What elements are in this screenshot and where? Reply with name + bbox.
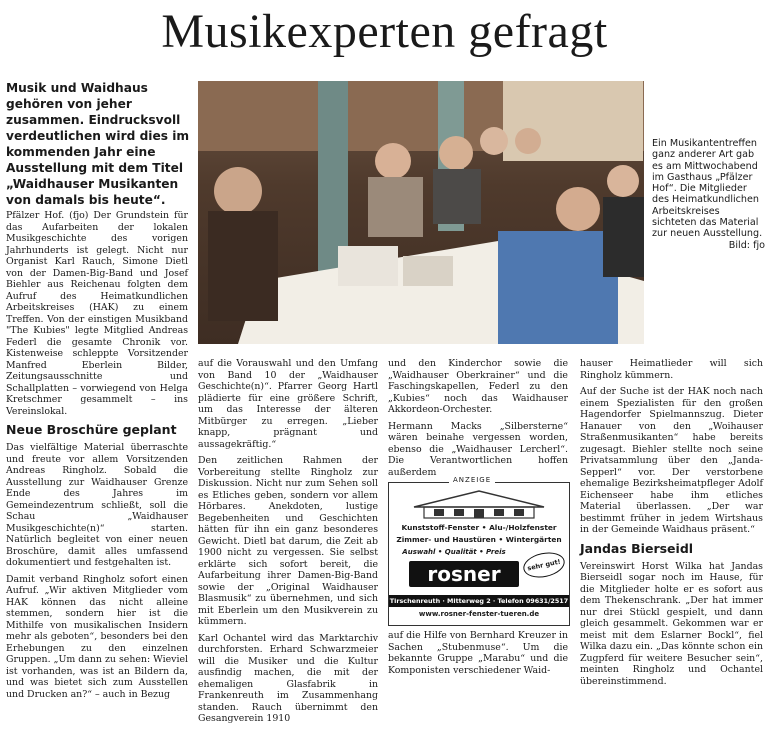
column-1: [6, 210, 188, 705]
column-4-paragraph-2: Auf der Suche ist der HAK noch nach einem Spezialisten für den großen Hagendorfer Spielmannszug. Dieter Hanauer von den „Woihauser Straßenmusikanten“ habe bereits zugesagt. Biehler stellte noch seine Privatsammlung über den „Janda-Sepperl“ vor. Der verstorbene ehemalige Bezirksheimatpfleger Adolf Eichenseer habe ihm etliches Material überlassen. „Der war bestimmt früher in jedem Wirtshaus in der Gemeinde Waidhaus präsent.“: [580, 386, 763, 535]
article-photo: [198, 81, 644, 344]
advertisement[interactable]: [388, 476, 570, 626]
photo-credit: Bild: fjo: [728, 239, 765, 251]
column-2-paragraph-1: auf die Vorauswahl und den Umfang von Band 10 der „Waidhauser Geschichte(n)“. Pfarrer Georg Hartl plädierte für eine größere Schrift, um das Interesse der älteren Mitbürger zu erregen. „Lieber knapp, prägnant und aussagekräftig.“: [198, 358, 378, 450]
subhead-neue-broschuere: Neue Broschüre geplant: [6, 422, 177, 437]
photo-caption: [652, 138, 765, 251]
teaser: Musik und Waidhaus gehören von jeher zusammen. Eindrucksvoll verdeutlichen wird dies im kommenden Jahr eine Ausstellung mit dem Titel „Waidhauser Musikanten von damals bis heute“.: [6, 81, 190, 207]
column-3-bottom: [388, 630, 568, 681]
column-1-paragraph-1: Pfälzer Hof. (fjo) Der Grundstein für das Aufarbeiten der lokalen Musikgeschichte des vorigen Jahrhunderts ist gelegt. Nicht nur Organist Karl Rauch, Simone Dietl von der Damen-Big-Band und Josef Biehler aus Reichenau folgten dem Aufruf des Heimatkundlichen Arbeitskreises (HAK) zu einem Treffen. Von der einstigen Musikband "The Kubies" legte Mitglied Andreas Federl die gesamte Chronik vor. Kistenweise schleppte Vorsitzender Manfred Eberlein Bilder, Zeitungsausschnitte und Schallplatten – vorwiegend von Helga Kretschmer gesammelt – ins Vereinslokal.: [6, 210, 188, 417]
caption-text: Ein Musikantentreffen ganz anderer Art gab es am Mittwochabend im Gasthaus „Pfälzer Hof“. Die Mitglieder des Heimatkundlichen Arbeitskreises sichteten das Material zur neuen Ausstellung.: [652, 138, 763, 240]
column-1-paragraph-2: Das vielfältige Material überraschte und freute vor allem Vorsitzenden Andreas Ringholz. Sobald die Ausstellung zur Waidhauser Grenze Ende des Jahres im Gemeindezentrum schließt, soll die Schau „Waidhauser Musikgeschichte(n)“ starten. Natürlich begleitet von einer neuen Broschüre, damit alles umfassend dokumentiert und festgehalten ist.: [6, 442, 188, 568]
column-3-paragraph-1: und den Kinderchor sowie die „Waidhauser Oberkrainer“ und die Faschingskapellen, Federl zu den „Kubies“ noch das Waidhauser Akkordeon-Orchester.: [388, 358, 568, 415]
ad-tag: ANZEIGE: [449, 476, 495, 484]
ad-address: Tirschenreuth · Mitterweg 2 · Telefon 09631/2517: [389, 597, 569, 605]
ad-badge: sehr gut!: [521, 549, 567, 581]
column-4: [580, 358, 763, 692]
ad-slogan: Auswahl • Qualität • Preis: [402, 548, 506, 556]
column-2: [198, 358, 378, 730]
ad-line-2: Zimmer- und Haustüren • Wintergärten: [396, 535, 562, 544]
column-3-paragraph-2: Hermann Macks „Silbersterne“ wären beinahe vergessen worden, ebenso die „Waidhauser Lercherl“. Die Verantwortlichen hoffen außerdem: [388, 420, 568, 478]
photo-illustration: [198, 81, 644, 344]
subhead-jandas-bierseidl: Jandas Bierseidl: [580, 540, 694, 556]
column-1-paragraph-3: Damit verband Ringholz sofort einen Aufruf. „Wir aktiven Mitglieder vom HAK können das nicht alleine stemmen, sondern hier ist die Mithilfe von musikalischen Insidern mehr als geboten“, besonders bei den Erhebungen zu den einzelnen Gruppen. „Um dann zu sehen: Wieviel ist vorhanden, was ist an Bildern da, und was bietet sich zum Ausstellen und Drucken an?“ – auch in Bezug: [6, 573, 188, 700]
ad-line-1: Kunststoff-Fenster • Alu-/Holzfenster: [401, 523, 557, 532]
column-3-paragraph-3: auf die Hilfe von Bernhard Kreuzer in Sachen „Stubenmuse“. Um die bekannte Gruppe „Marabu“ und die Komponisten verschiedener Waid-: [388, 630, 568, 676]
column-3-top: [388, 358, 568, 483]
house-icon: [404, 489, 554, 519]
headline: Musikexperten gefragt: [161, 5, 608, 58]
ad-url[interactable]: www.rosner-fenster-tueren.de: [418, 610, 540, 618]
column-2-paragraph-2: Den zeitlichen Rahmen der Vorbereitung stellte Ringholz zur Diskussion. Nicht nur zum Sehen soll es Etliches geben, sondern vor allem Hörbares. Anekdoten, lustige Begebenheiten und Geschichten hätten für ihn ein ganz besonderes Gewicht. Dietl bat darum, die Zeit ab 1900 nicht zu vergessen. Sie selbst erklärte sich sofort bereit, die Aufarbeitung ihrer Damen-Big-Band sowie der „Original Waidhauser Blasmusik“ zu übernehmen, und sich mit Eberlein um den Musikverein zu kümmern.: [198, 455, 378, 627]
column-4-paragraph-3: Vereinswirt Horst Wilka hat Jandas Bierseidl sogar noch im Hause, für die Mitglieder holte er es sofort aus dem Thekenschrank. „Der hat immer nur drei Stückl gespielt, und dann gleich gesammelt. Gekommen war er meist mit dem Eslarner Bockl“, fiel Wilka dazu ein. „Das könnte schon ein Zugpferd für weitere Besucher sein“, meinten Ringholz und Ochantel übereinstimmend.: [580, 560, 763, 687]
column-4-paragraph-1: hauser Heimatlieder will sich Ringholz kümmern.: [580, 358, 763, 381]
ad-brand-logo: rosner: [409, 561, 519, 587]
column-2-paragraph-3: Karl Ochantel wird das Marktarchiv durchforsten. Erhard Schwarzmeier will die Musiker und die Kultur ausfindig machen, die mit der ehemaligen Glasfabrik in Frankenreuth im Zusammenhang standen. Rauch übernimmt den Gesangverein 1910: [198, 632, 378, 724]
